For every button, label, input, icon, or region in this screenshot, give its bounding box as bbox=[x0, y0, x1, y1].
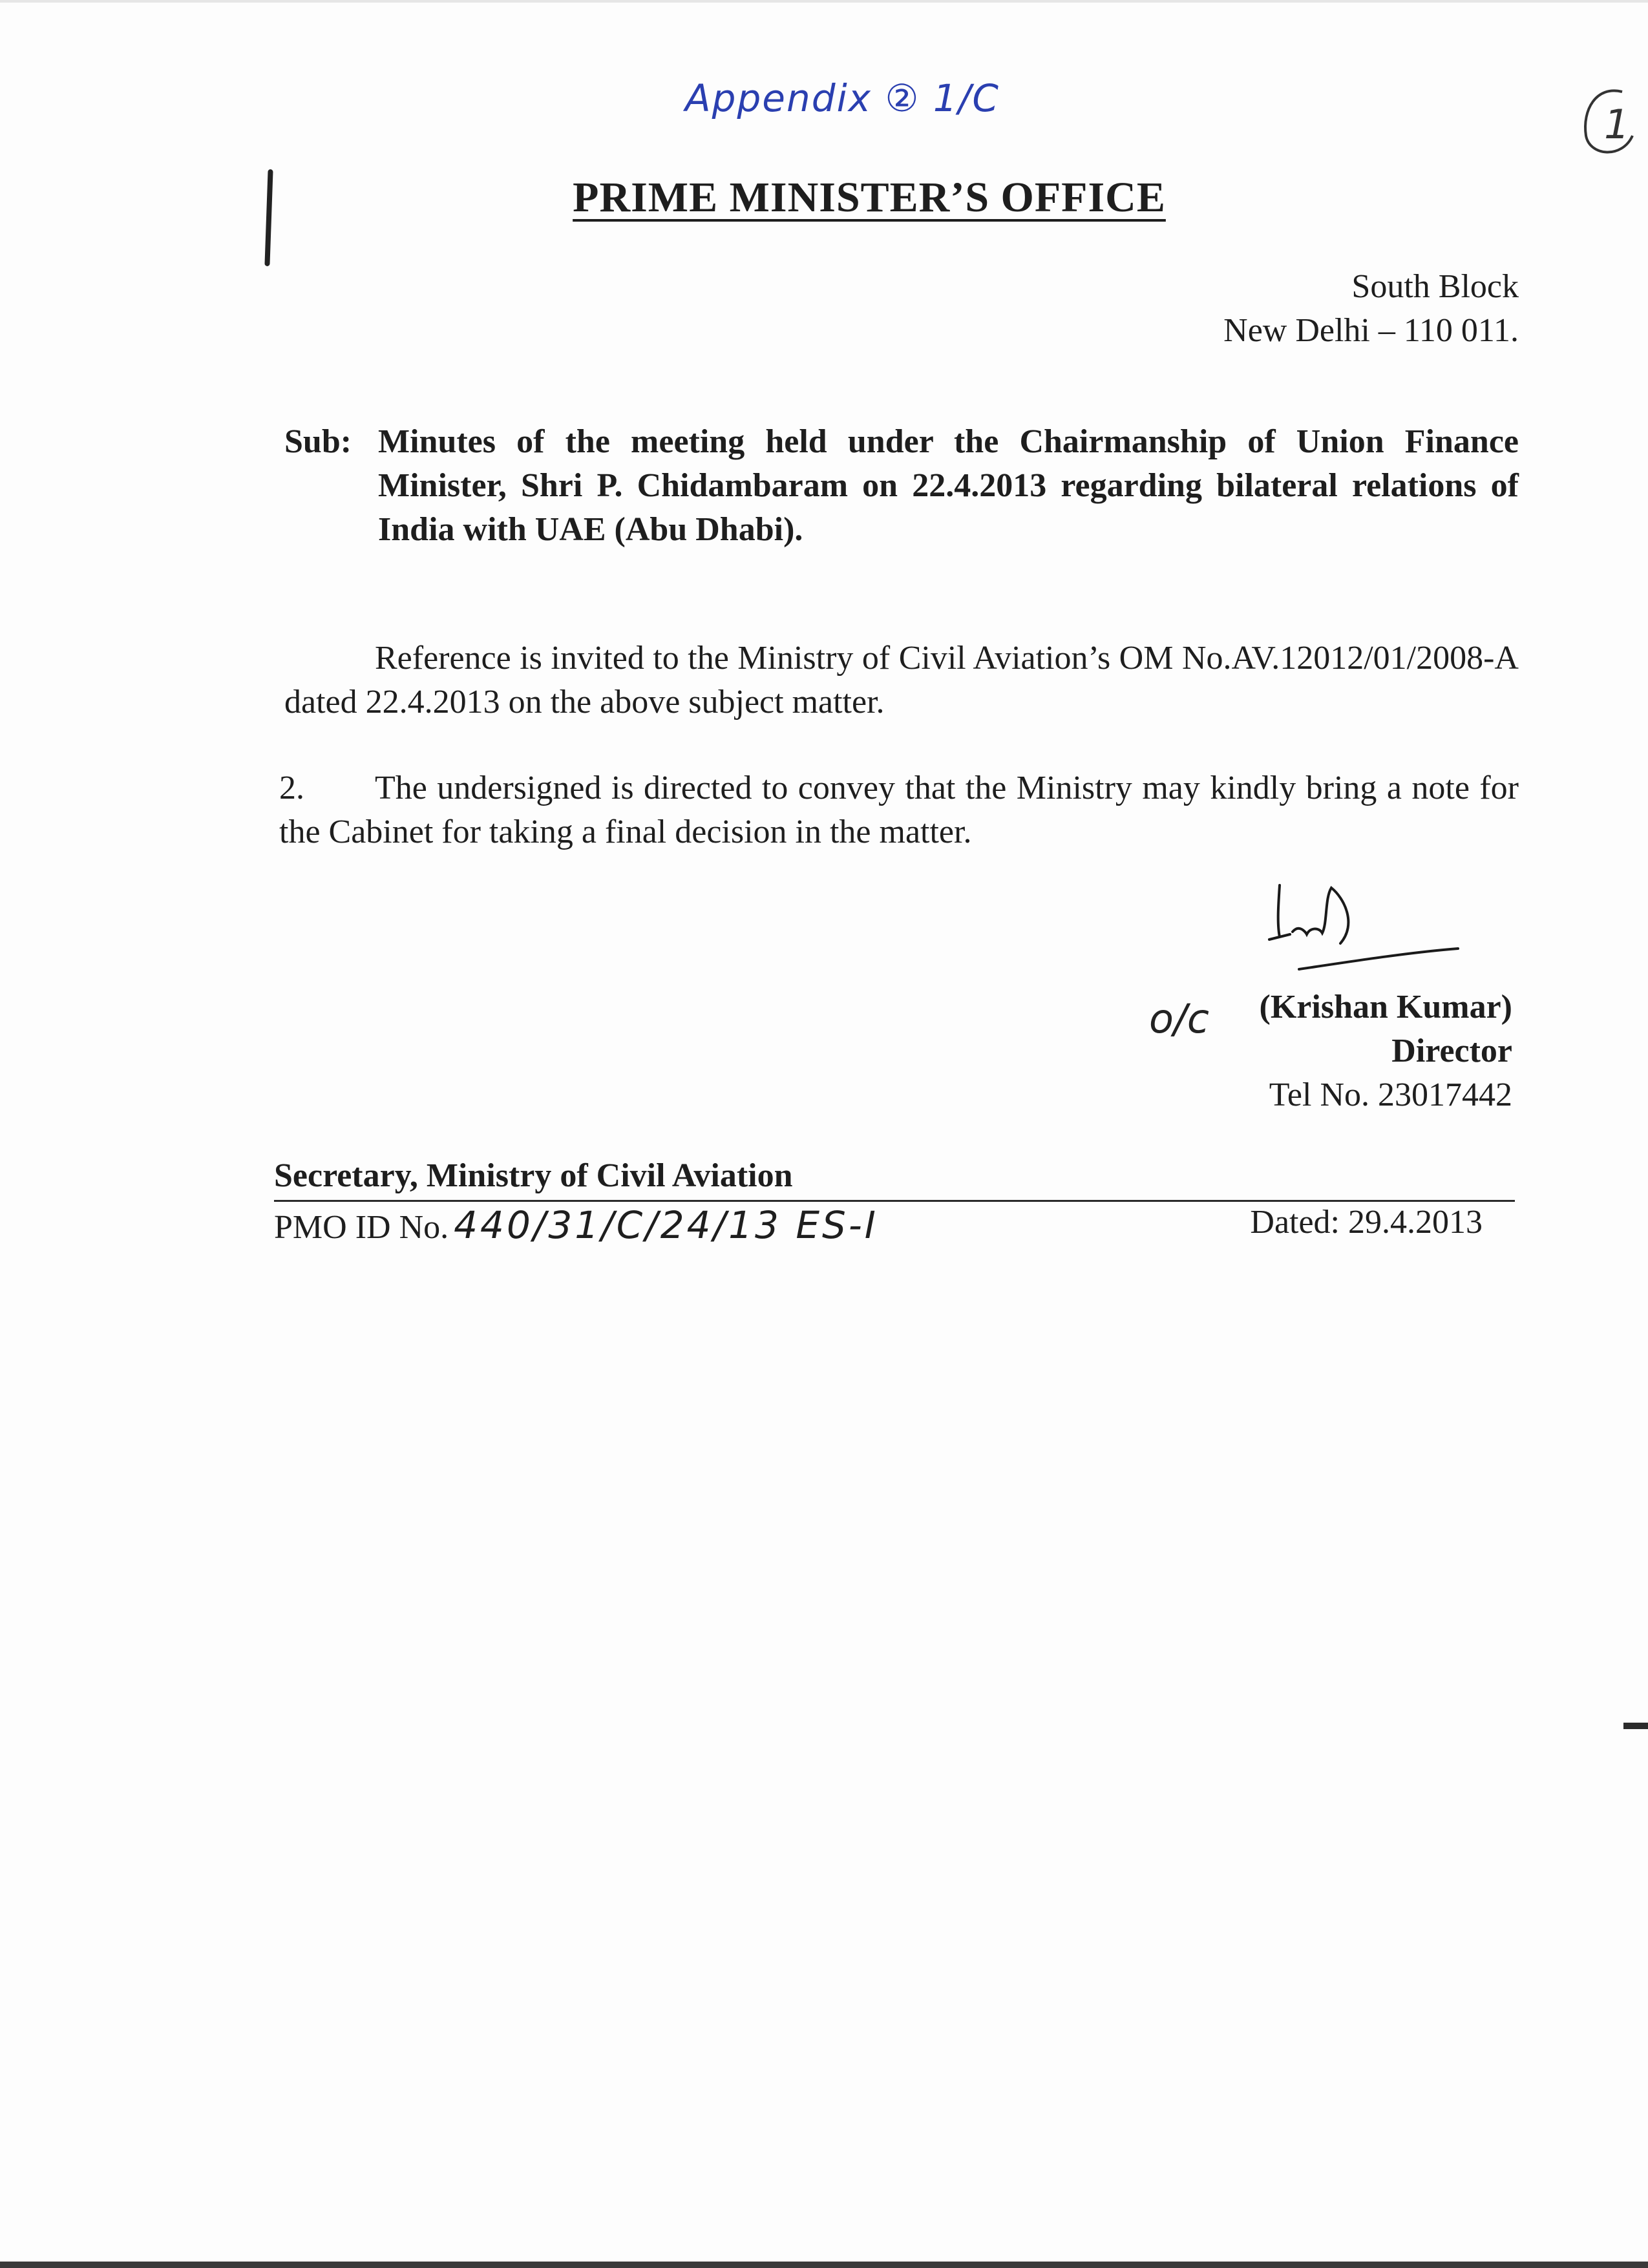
scan-top-edge bbox=[0, 0, 1648, 3]
pmo-id bbox=[274, 1203, 878, 1247]
address-line-1: South Block bbox=[1351, 268, 1519, 305]
appendix-annotation: Appendix ② 1/C bbox=[685, 76, 1000, 120]
page-number: 1 bbox=[1604, 101, 1630, 148]
body-paragraph-1: Reference is invited to the Ministry of Civil Aviation’s OM No.AV.12012/01/2008-A dated 22.4.2013 on the above subject matter. bbox=[284, 640, 1519, 720]
office-title-text: PRIME MINISTER’S OFFICE bbox=[573, 174, 1166, 221]
signatory-designation: Director bbox=[1391, 1033, 1512, 1069]
pmo-id-value: 440/31/C/24/13 ES-I bbox=[454, 1203, 878, 1247]
paragraph-number: 2. bbox=[279, 770, 304, 806]
office-address bbox=[1223, 265, 1519, 353]
oc-annotation: o/c bbox=[1149, 995, 1209, 1042]
body-paragraph-2 bbox=[279, 766, 1519, 854]
paragraph-2-text: The undersigned is directed to convey that the Ministry may kindly bring a note for the Cabinet for taking a final decision in the matter. bbox=[279, 770, 1519, 850]
page-number-mark bbox=[1577, 84, 1639, 162]
subject-text: Minutes of the meeting held under the Chairmanship of Union Finance Minister, Shri P. Chidambaram on 22.4.2013 regarding bilateral relations of India with UAE (Abu Dhabi). bbox=[378, 423, 1519, 548]
handwritten-signature bbox=[1260, 872, 1467, 982]
signatory-name: (Krishan Kumar) bbox=[1259, 989, 1512, 1025]
scan-edge-mark bbox=[1623, 1723, 1648, 1729]
subject-label: Sub: bbox=[284, 423, 352, 460]
scan-bottom-edge bbox=[0, 2262, 1648, 2268]
pmo-id-label: PMO ID No. bbox=[274, 1209, 449, 1246]
signatory-block bbox=[1260, 985, 1512, 1117]
signatory-tel: Tel No. 23017442 bbox=[1269, 1076, 1512, 1113]
address-line-2: New Delhi – 110 011. bbox=[1223, 312, 1519, 349]
footer-rule bbox=[274, 1200, 1515, 1202]
office-title bbox=[0, 173, 1648, 222]
subject-block bbox=[284, 420, 1519, 552]
dated: Dated: 29.4.2013 bbox=[1250, 1204, 1483, 1241]
addressee: Secretary, Ministry of Civil Aviation bbox=[274, 1157, 793, 1194]
